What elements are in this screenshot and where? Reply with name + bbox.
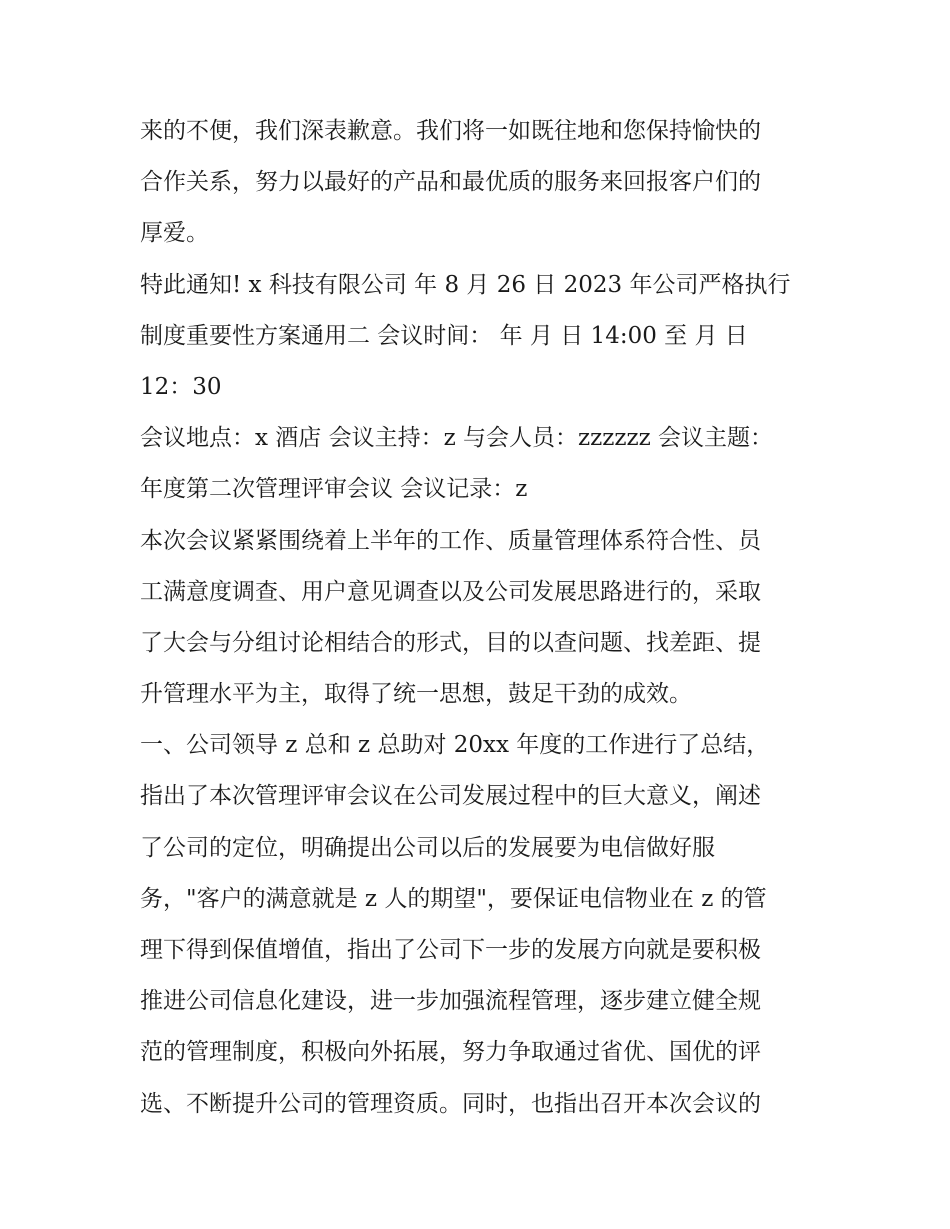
text-line: 会议地点：x 酒店 会议主持：z 与会人员：zzzzzz 会议主题： (140, 425, 774, 452)
text-line: 推进公司信息化建设，进一步加强流程管理，逐步建立健全规 (140, 988, 761, 1015)
text-line: 一、公司领导 z 总和 z 总助对 20xx 年度的工作进行了总结， (140, 732, 770, 759)
text-line: 12：30 (140, 373, 222, 400)
text-line: 了公司的定位，明确提出公司以后的发展要为电信做好服 (140, 834, 715, 861)
text-line: 选、不断提升公司的管理资质。同时，也指出召开本次会议的 (140, 1090, 761, 1117)
text-line: 本次会议紧紧围绕着上半年的工作、质量管理体系符合性、员 (140, 527, 761, 554)
text-line: 范的管理制度，积极向外拓展，努力争取通过省优、国优的评 (140, 1039, 761, 1066)
text-line: 制度重要性方案通用二 会议时间： 年 月 日 14:00 至 月 日 (140, 322, 748, 349)
text-line: 年度第二次管理评审会议 会议记录：z (140, 476, 528, 503)
text-line: 务，"客户的满意就是 z 人的期望"，要保证电信物业在 z 的管 (140, 885, 767, 912)
text-line: 了大会与分组讨论相结合的形式，目的以查问题、找差距、提 (140, 629, 761, 656)
text-line: 来的不便，我们深表歉意。我们将一如既往地和您保持愉快的 (140, 118, 761, 144)
text-line: 理下得到保值增值，指出了公司下一步的发展方向就是要积极 (140, 937, 761, 963)
text-line: 指出了本次管理评审会议在公司发展过程中的巨大意义，阐述 (140, 783, 761, 810)
text-line: 厚爱。 (140, 220, 209, 247)
text-line: 特此通知! x 科技有限公司 年 8 月 26 日 2023 年公司严格执行 (140, 271, 791, 298)
text-line: 升管理水平为主，取得了统一思想，鼓足干劲的成效。 (140, 681, 692, 708)
text-line: 工满意度调查、用户意见调查以及公司发展思路进行的，采取 (140, 578, 761, 605)
document-body (140, 106, 840, 1130)
text-line: 合作关系，努力以最好的产品和最优质的服务来回报客户们的 (140, 169, 761, 196)
